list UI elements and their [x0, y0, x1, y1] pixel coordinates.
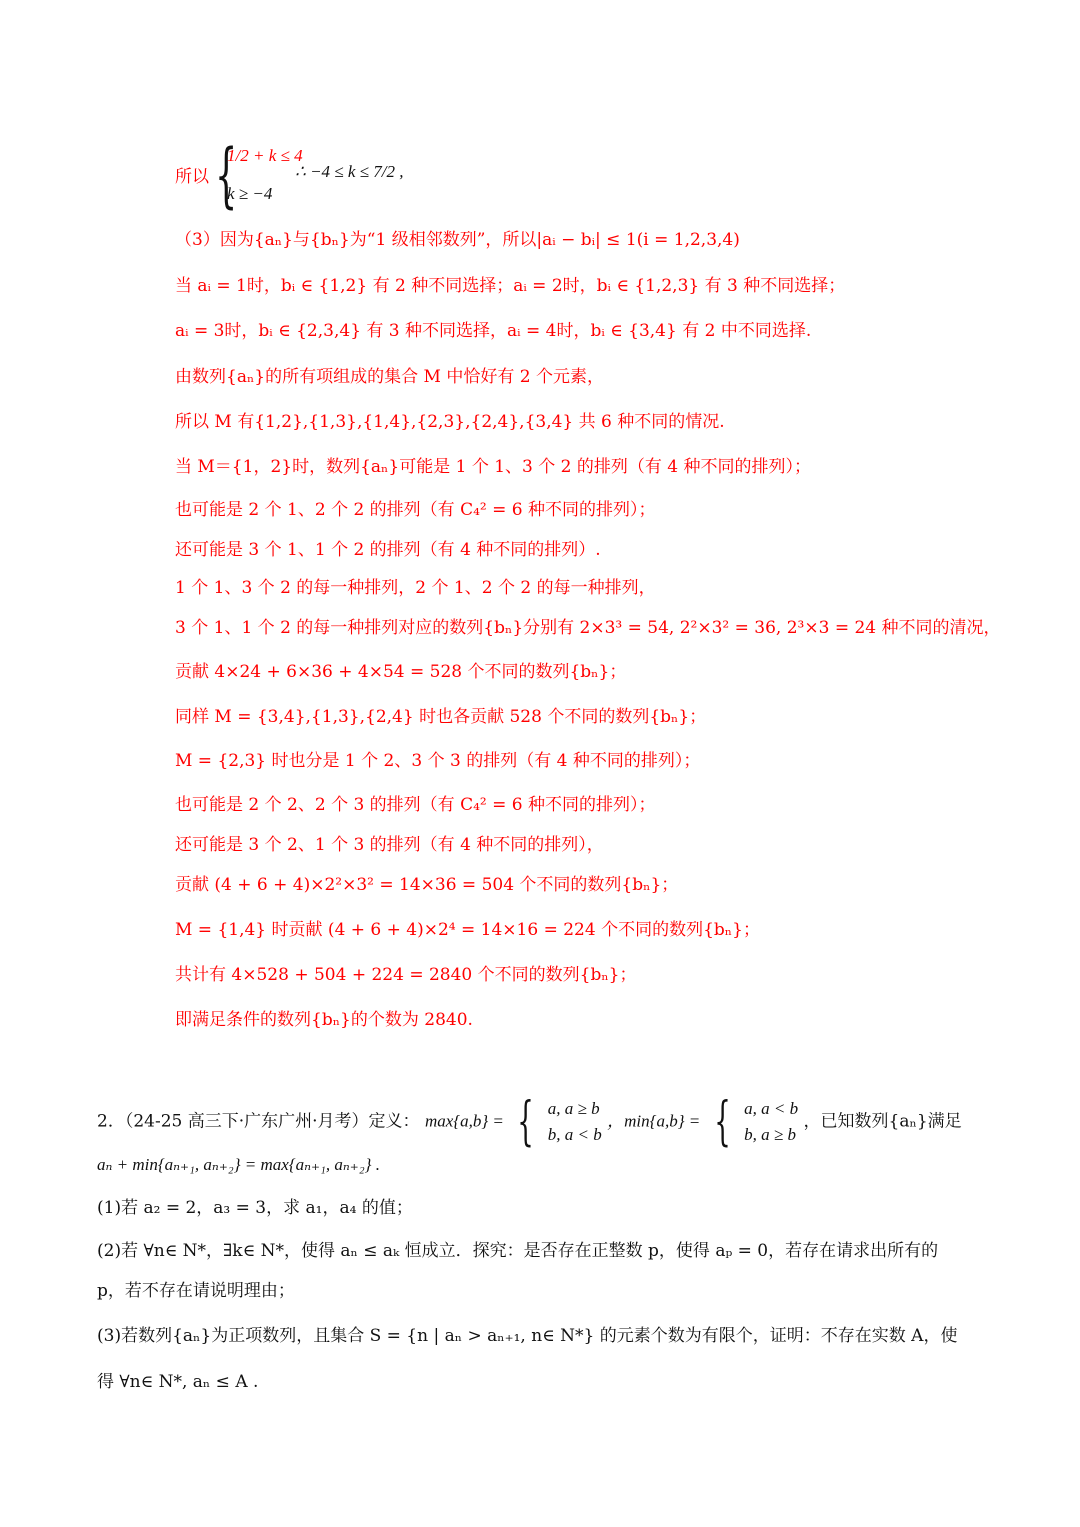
solution-line-8: 还可能是 3 个 1、1 个 2 的排列（有 4 种不同的排列）.	[175, 540, 601, 560]
system-row-1: 1/2 + k ≤ 4	[227, 146, 303, 165]
solution-line-19: 即满足条件的数列{bₙ}的个数为 2840.	[175, 1010, 473, 1030]
system-row-2: k ≥ −4	[227, 184, 273, 203]
max-case-1: a, a ≥ b	[547, 1099, 600, 1118]
min-label: ，min{a,b} =	[607, 1111, 701, 1131]
system-result: ∴ −4 ≤ k ≤ 7/2 ,	[295, 162, 404, 181]
solution-line-4: 由数列{aₙ}的所有项组成的集合 M 中恰好有 2 个元素，	[175, 367, 604, 387]
left-brace: {	[215, 134, 238, 216]
solution-line-7: 也可能是 2 个 1、2 个 2 的排列（有 C₄² = 6 种不同的排列）；	[175, 500, 656, 520]
question-2-line-2: p，若不存在请说明理由；	[97, 1281, 295, 1301]
max-brace: {	[517, 1092, 535, 1152]
solution-line-1: （3）因为{aₙ}与{bₙ}为“1 级相邻数列”，所以|aᵢ − bᵢ| ≤ 1(i = 1,2,3,4)	[175, 230, 740, 250]
min-brace: {	[713, 1092, 731, 1152]
max-label: max{a,b} =	[424, 1111, 504, 1131]
problem-2-header	[97, 1092, 962, 1152]
solution-line-11: 贡献 4×24 + 6×36 + 4×54 = 528 个不同的数列{bₙ}；	[175, 662, 627, 682]
problem-2-tail: ，已知数列{aₙ}满足	[803, 1111, 962, 1132]
problem-2-condition: aₙ + min{aₙ₊₁, aₙ₊₂} = max{aₙ₊₁, aₙ₊₂} .	[97, 1155, 380, 1174]
min-case-1: a, a < b	[744, 1099, 799, 1118]
solution-line-13: M = {2,3} 时也分是 1 个 2、3 个 3 的排列（有 4 种不同的排列）；	[175, 751, 701, 771]
solution-line-9: 1 个 1、3 个 2 的每一种排列，2 个 1、2 个 2 的每一种排列，	[175, 578, 656, 598]
max-cases	[548, 1096, 602, 1148]
solution-line-6: 当 M＝{1，2}时，数列{aₙ}可能是 1 个 1、3 个 2 的排列（有 4 种不同的排列）；	[175, 457, 812, 477]
question-3-line-1: (3)若数列{aₙ}为正项数列，且集合 S = {n | aₙ > aₙ₊₁, n∈ N*} 的元素个数为有限个，证明：不存在实数 A，使	[97, 1326, 958, 1346]
question-2-line-1: (2)若 ∀n∈ N*，∃k∈ N*，使得 aₙ ≤ aₖ 恒成立．探究：是否存在正整数 p，使得 aₚ = 0，若存在请求出所有的	[97, 1241, 939, 1261]
max-case-2: b, a < b	[547, 1125, 602, 1144]
solution-line-14: 也可能是 2 个 2、2 个 3 的排列（有 C₄² = 6 种不同的排列）；	[175, 795, 656, 815]
solution-line-3: aᵢ = 3时，bᵢ ∈ {2,3,4} 有 3 种不同选择，aᵢ = 4时，bᵢ ∈ {3,4} 有 2 中不同选择.	[175, 321, 812, 341]
problem-2-intro: 2．（24-25 高三下·广东广州·月考）定义：	[97, 1111, 420, 1132]
solution-line-12: 同样 M = {3,4},{1,3},{2,4} 时也各贡献 528 个不同的数列{bₙ}；	[175, 707, 707, 727]
question-1: (1)若 a₂ = 2，a₃ = 3，求 a₁，a₄ 的值；	[97, 1198, 413, 1218]
solution-line-16: 贡献 (4 + 6 + 4)×2²×3² = 14×36 = 504 个不同的数列{bₙ}；	[175, 875, 679, 895]
inequality-system	[175, 134, 435, 216]
question-3-line-2: 得 ∀n∈ N*, aₙ ≤ A .	[97, 1372, 259, 1392]
system-prefix: 所以	[175, 167, 209, 187]
solution-line-2: 当 aᵢ = 1时，bᵢ ∈ {1,2} 有 2 种不同选择；aᵢ = 2时，bᵢ ∈ {1,2,3} 有 3 种不同选择；	[175, 276, 846, 296]
min-cases	[744, 1096, 798, 1148]
solution-line-15: 还可能是 3 个 2、1 个 3 的排列（有 4 种不同的排列），	[175, 835, 604, 855]
solution-line-18: 共计有 4×528 + 504 + 224 = 2840 个不同的数列{bₙ}；	[175, 965, 637, 985]
solution-line-5: 所以 M 有{1,2},{1,3},{1,4},{2,3},{2,4},{3,4} 共 6 种不同的情况.	[175, 412, 725, 432]
min-case-2: b, a ≥ b	[744, 1125, 796, 1144]
solution-line-10: 3 个 1、1 个 2 的每一种排列对应的数列{bₙ}分别有 2×3³ = 54, 2²×3² = 36, 2³×3 = 24 种不同的清况，	[175, 618, 1001, 638]
solution-line-17: M = {1,4} 时贡献 (4 + 6 + 4)×2⁴ = 14×16 = 224 个不同的数列{bₙ}；	[175, 920, 760, 940]
